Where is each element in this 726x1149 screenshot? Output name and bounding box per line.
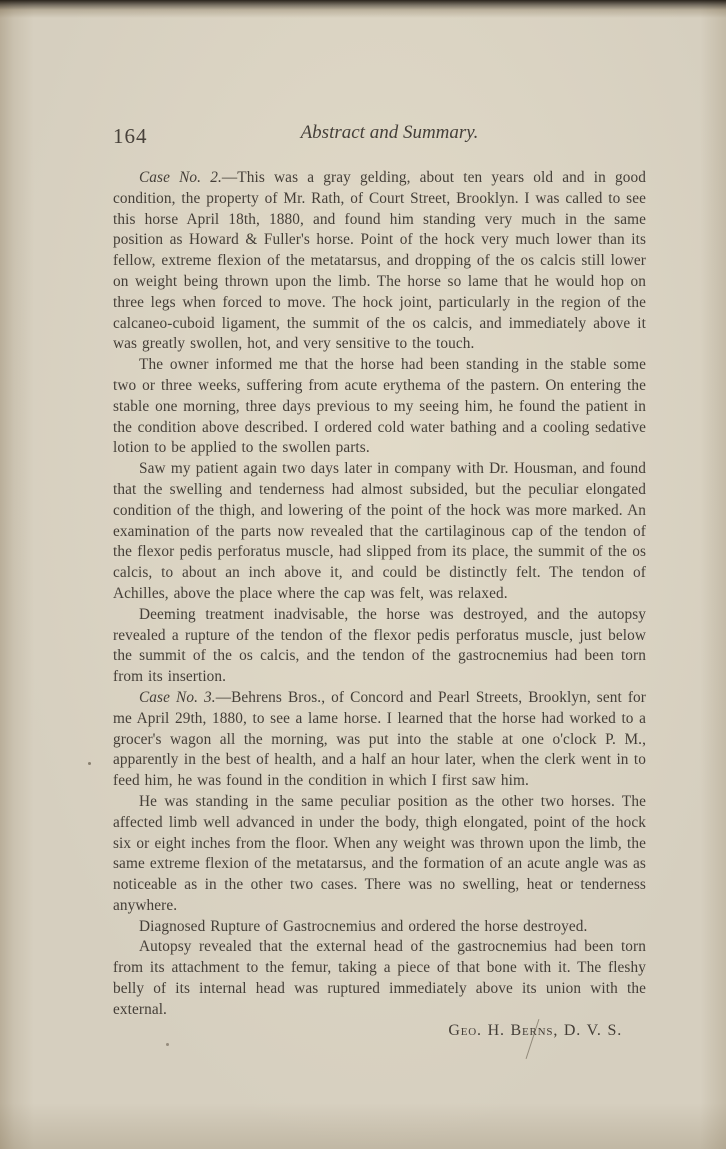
paragraph-text: The owner informed me that the horse had been standing in the stable some two or three weeks, suffering from acute erythema of the pastern. On entering the stable one morning, three days previous to my seeing him, he found the patient in the condition above described. I ordered cold water bathing and a cooling sedative lotion to be applied to the swollen parts. xyxy=(113,356,646,457)
paragraph xyxy=(113,792,646,917)
paragraph-text: Saw my patient again two days later in company with Dr. Housman, and found that the swelling and tenderness had almost subsided, but the peculiar elongated condition of the thigh, and lowering of the point of the hock was more marked. An examination of the parts now revealed that the cartilaginous cap of the tendon of the flexor pedis perforatus muscle, had slipped from its place, the summit of the os calcis, to about an inch above it, and could be distinctly felt. The tendon of Achilles, above the place where the cap was felt, was relaxed. xyxy=(113,460,646,602)
paragraph xyxy=(113,605,646,688)
paragraph-case-3 xyxy=(113,688,646,792)
paragraph xyxy=(113,917,646,938)
page-header xyxy=(113,122,646,156)
paragraph-text: Deeming treatment inadvisable, the horse was destroyed, and the autopsy revealed a rupture of the tendon of the flexor pedis perforatus muscle, just below the summit of the os calcis, and the tendon of the gastrocnemius had been torn from its insertion. xyxy=(113,605,646,686)
paragraph-text: —This was a gray gelding, about ten years old and in good condition, the property of Mr. Rath, of Court Street, Brooklyn. I was called to see this horse April 18th, 1880, and found him standing very much in the same position as Howard & Fuller's horse. Point of the hock very much lower than its fellow, extreme flexion of the metatarsus, and dropping of the os calcis still lower on weight being thrown upon the limb. The horse so lame that he would hop on three legs when forced to move. The hock joint, particularly in the region of the calcaneo-cuboid ligament, the summit of the os calcis, and immediately above it was greatly swollen, hot, and very sensitive to the touch. xyxy=(113,169,646,353)
paragraph-text: Autopsy revealed that the external head of the gastrocnemius had been torn from its attachment to the femur, taking a piece of that bone with it. The fleshy belly of its internal head was ruptured immediately above its union with the external. xyxy=(113,938,646,1018)
paragraph xyxy=(113,459,646,605)
paragraph xyxy=(113,355,646,459)
case-2-lead: Case No. 2. xyxy=(139,169,222,186)
paragraph-text: —Behrens Bros., of Concord and Pearl Streets, Brooklyn, sent for me April 29th, 1880, to see a lame horse. I learned that the horse had worked to a grocer's wagon all the morning, was put into the stable at one o'clock P. M., apparently in the best of health, and a half an hour later, when the clerk went in to feed him, he was found in the condition in which I first saw him. xyxy=(113,688,646,790)
paragraph-case-2 xyxy=(113,168,646,355)
paragraph xyxy=(113,937,646,1020)
scan-artifact-fleck xyxy=(166,1043,169,1046)
author-signature: Geo. H. Berns, D. V. S. xyxy=(448,1021,622,1039)
scan-artifact-fleck xyxy=(88,762,91,765)
case-3-lead: Case No. 3. xyxy=(139,688,216,706)
paragraph-text: Diagnosed Rupture of Gastrocnemius and ordered the horse destroyed. xyxy=(139,917,588,935)
body-text xyxy=(113,168,646,1041)
running-title: Abstract and Summary. xyxy=(300,122,479,143)
page-content xyxy=(113,122,646,1041)
paragraph-text: He was standing in the same peculiar position as the other two horses. The affected limb well advanced in under the body, thigh elongated, point of the hock six or eight inches from the floor. When any weight was thrown upon the limb, the same extreme flexion of the metatarsus, and the formation of an acute angle was as noticeable as in the other two cases. There was no swelling, heat or tenderness anywhere. xyxy=(113,792,646,914)
page-number: 164 xyxy=(113,124,148,148)
